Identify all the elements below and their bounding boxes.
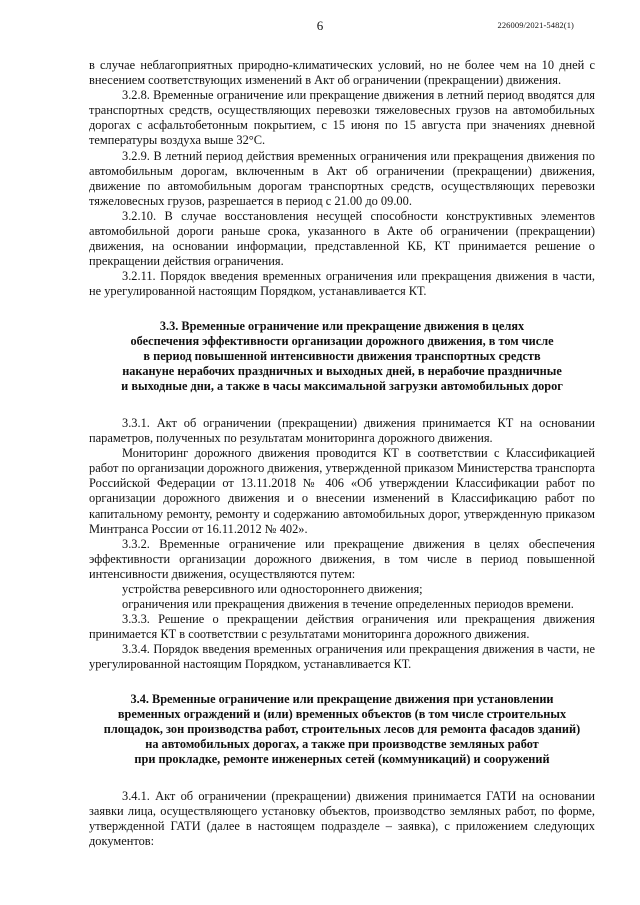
heading-line: на автомобильных дорогах, а также при производстве земляных работ [145, 736, 539, 751]
paragraph-3-2-8: 3.2.8. Временные ограничение или прекращение движения в летний период вводятся для транспортных средств, осуществляющих перевозки тяжеловесных грузов на автомобильных дорогах с асфальтобетонным покрытием, с 15 июня по 15 августа при значениях дневной температуры воздуха выше 32°С. [89, 88, 595, 148]
paragraph: в случае неблагоприятных природно-климатических условий, но не более чем на 10 дней с внесением соответствующих изменений в Акт об ограничении (прекращении) движения. [89, 58, 595, 88]
heading-line: и выходные дни, а также в часы максимальной загрузки автомобильных дорог [121, 378, 563, 393]
heading-line: накануне нерабочих праздничных и выходных дней, в нерабочие праздничные [122, 363, 562, 378]
heading-line: в период повышенной интенсивности движения транспортных средств [143, 348, 541, 363]
document-body [89, 58, 595, 849]
section-heading-3-4 [89, 692, 595, 767]
paragraph-3-2-9: 3.2.9. В летний период действия временных ограничения или прекращения движения по автомобильным дорогам, включенным в Акт об ограничении (прекращении) движения, движение по автомобильным дорогам транспортных средств, осуществляющих перевозки тяжеловесных грузов, разрешается в период с 21.00 до 09.00. [89, 148, 595, 208]
paragraph-monitoring: Мониторинг дорожного движения проводится КТ в соответствии с Классификацией работ по организации дорожного движения, утвержденной приказом Министерства транспорта Российской Федерации от 13.11.2018 № 406 «Об утверждении Классификации работ по организации дорожного движения и о внесении изменений в Классификацию работ по капитальному ремонту, ремонту и содержанию автомобильных дорог, утвержденную приказом Минтранса России от 16.11.2012 № 402». [89, 446, 595, 536]
paragraph-3-2-11: 3.2.11. Порядок введения временных ограничения или прекращения движения в части, не урегулированной настоящим Порядком, устанавливается КТ. [89, 269, 595, 299]
heading-line: 3.3. Временные ограничение или прекращение движения в целях [159, 318, 525, 333]
page-number: 6 [316, 18, 324, 33]
document-id: 226009/2021-5482(1) [497, 20, 574, 30]
paragraph-3-2-10: 3.2.10. В случае восстановления несущей способности конструктивных элементов автомобильной дороги раньше срока, указанного в Акте об ограничении (прекращении) движения, на основании информации, представленной КБ, КТ принимается решение о прекращении действия ограничения. [89, 208, 595, 269]
paragraph-3-4-1: 3.4.1. Акт об ограничении (прекращении) движения принимается ГАТИ на основании заявки лица, осуществляющего установку объектов, производство земляных работ, по форме, утвержденной ГАТИ (далее в настоящем подразделе – заявка), с приложением следующих документов: [89, 789, 595, 849]
heading-line: временных ограждений и (или) временных объектов (в том числе строительных [117, 706, 567, 721]
heading-line: 3.4. Временные ограничение или прекращение движения при установлении [130, 691, 554, 706]
section-heading-3-3 [89, 319, 595, 394]
paragraph-3-3-1: 3.3.1. Акт об ограничении (прекращении) движения принимается КТ на основании параметров, полученных по результатам мониторинга дорожного движения. [89, 415, 595, 446]
heading-line: обеспечения эффективности организации дорожного движения, в том числе [130, 333, 554, 348]
heading-line: площадок, зон производства работ, строительных лесов для ремонта фасадов зданий) [103, 721, 581, 736]
list-item: устройства реверсивного или одностороннего движения; [122, 582, 423, 596]
paragraph-3-3-4: 3.3.4. Порядок введения временных ограничения или прекращения движения в части, не урегулированной настоящим Порядком, устанавливается КТ. [89, 642, 595, 672]
list-item: ограничения или прекращения движения в течение определенных периодов времени. [122, 597, 574, 612]
paragraph-3-3-2: 3.3.2. Временные ограничение или прекращение движения в целях обеспечения эффективности организации дорожного движения, в том числе в период повышенной интенсивности движения, осуществляются путем: [89, 536, 595, 581]
heading-line: при прокладке, ремонте инженерных сетей (коммуникаций) и сооружений [134, 751, 550, 766]
paragraph-3-3-3: 3.3.3. Решение о прекращении действия ограничения или прекращения движения принимается КТ в соответствии с результатами мониторинга дорожного движения. [89, 612, 595, 642]
